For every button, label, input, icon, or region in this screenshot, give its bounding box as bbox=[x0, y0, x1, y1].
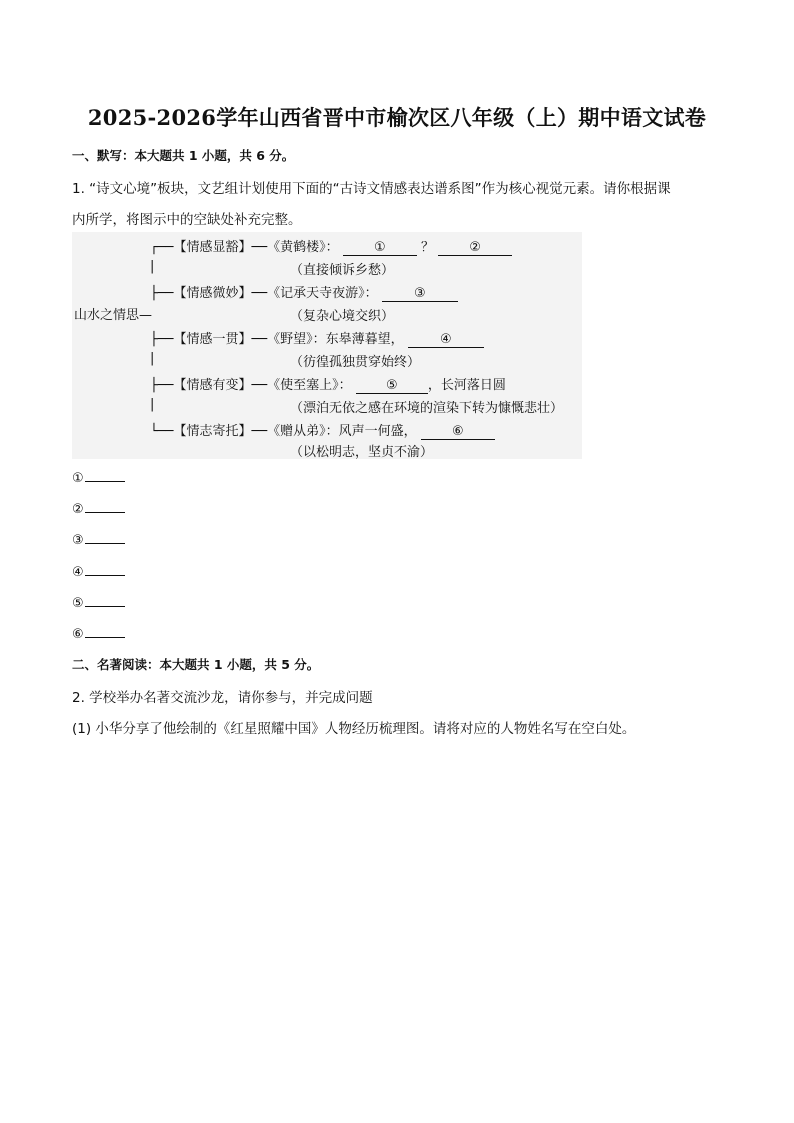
answer-line-4[interactable] bbox=[72, 563, 125, 580]
branch-text: ： bbox=[325, 240, 339, 255]
diagram-branch-3 bbox=[150, 328, 484, 348]
diagram-branch-2 bbox=[150, 282, 458, 302]
branch-text: ： bbox=[364, 286, 378, 301]
branch-note-4: （漂泊无依之感在环境的渲染下转为慷慨悲壮） bbox=[290, 401, 564, 416]
page-title: 2025-2026学年山西省晋中市榆次区八年级（上）期中语文试卷 bbox=[87, 105, 707, 130]
blank-3[interactable]: ③ bbox=[382, 286, 458, 302]
poem-title: 《黄鹤楼》 bbox=[267, 240, 326, 255]
blank-2[interactable]: ② bbox=[438, 240, 512, 256]
branch-tag: 【情感一贯】 bbox=[173, 332, 252, 347]
branch-connector: ├── bbox=[150, 332, 174, 347]
diagram-root: 山水之情思— bbox=[74, 308, 153, 323]
blank-5[interactable]: ⑤ bbox=[356, 378, 428, 394]
answer-line-1[interactable] bbox=[72, 469, 125, 486]
section1-heading: 一、默写：本大题共 1 小题，共 6 分。 bbox=[72, 148, 295, 163]
branch-text: ： bbox=[338, 378, 352, 393]
branch-tag: 【情感显豁】 bbox=[173, 240, 252, 255]
diagram-branch-1 bbox=[150, 236, 512, 256]
answer-label: ② bbox=[72, 502, 84, 517]
branch-dash: ── bbox=[251, 286, 268, 301]
diagram-connector: | bbox=[150, 259, 155, 274]
branch-connector: ├── bbox=[150, 378, 174, 393]
poem-title: 《野望》 bbox=[267, 332, 313, 347]
branch-note-2: （复杂心境交织） bbox=[290, 309, 395, 324]
branch-connector: ┌── bbox=[150, 240, 174, 255]
branch-dash: ── bbox=[251, 332, 268, 347]
answer-label: ⑤ bbox=[72, 596, 84, 611]
branch-note-3: （彷徨孤独贯穿始终） bbox=[290, 355, 421, 370]
question1-line1: 1. “诗文心境”板块，文艺组计划使用下面的“古诗文情感表达谱系图”作为核心视觉元素。请你根据课 bbox=[72, 181, 671, 197]
branch-note-1: （直接倾诉乡愁） bbox=[290, 263, 395, 278]
branch-tag: 【情志寄托】 bbox=[173, 424, 252, 439]
branch-note-5: （以松明志，坚贞不渝） bbox=[290, 445, 434, 460]
branch-text: ：东皋薄暮望， bbox=[312, 332, 404, 347]
answer-line-2[interactable] bbox=[72, 500, 125, 517]
answer-line-6[interactable] bbox=[72, 625, 125, 642]
poem-title: 《使至塞上》 bbox=[267, 378, 339, 393]
poem-title: 《记承天寺夜游》 bbox=[267, 286, 365, 301]
emotion-diagram bbox=[72, 232, 582, 459]
answer-blank[interactable] bbox=[85, 563, 125, 576]
answer-label: ⑥ bbox=[72, 627, 84, 642]
question2-sub1: (1) 小华分享了他绘制的《红星照耀中国》人物经历梳理图。请将对应的人物姓名写在空白处。 bbox=[72, 721, 636, 737]
question1-line2: 内所学，将图示中的空缺处补充完整。 bbox=[72, 212, 302, 228]
branch-text: ，长河落日圆 bbox=[427, 378, 506, 393]
diagram-branch-5 bbox=[150, 420, 495, 440]
answer-blank[interactable] bbox=[85, 625, 125, 638]
question2: 2. 学校举办名著交流沙龙，请你参与，并完成问题 bbox=[72, 690, 373, 706]
poem-title: 《赠从弟》 bbox=[267, 424, 326, 439]
branch-dash: ── bbox=[251, 424, 268, 439]
answer-line-3[interactable] bbox=[72, 531, 125, 548]
blank-4[interactable]: ④ bbox=[408, 332, 484, 348]
blank-6[interactable]: ⑥ bbox=[421, 424, 495, 440]
diagram-connector: | bbox=[150, 351, 155, 366]
answer-label: ③ bbox=[72, 533, 84, 548]
diagram-connector: | bbox=[150, 397, 155, 412]
answer-blank[interactable] bbox=[85, 469, 125, 482]
blank-1[interactable]: ① bbox=[343, 240, 417, 256]
section2-heading: 二、名著阅读：本大题共 1 小题，共 5 分。 bbox=[72, 657, 320, 672]
branch-dash: ── bbox=[251, 378, 268, 393]
branch-tag: 【情感有变】 bbox=[173, 378, 252, 393]
branch-connector: ├── bbox=[150, 286, 174, 301]
branch-text: ：风声一何盛， bbox=[325, 424, 417, 439]
branch-tag: 【情感微妙】 bbox=[173, 286, 252, 301]
answer-blank[interactable] bbox=[85, 594, 125, 607]
branch-connector: └── bbox=[150, 424, 174, 439]
answer-label: ④ bbox=[72, 565, 84, 580]
answer-blank[interactable] bbox=[85, 500, 125, 513]
answer-line-5[interactable] bbox=[72, 594, 125, 611]
diagram-branch-4 bbox=[150, 374, 506, 394]
branch-punct: ？ bbox=[416, 240, 439, 255]
answer-label: ① bbox=[72, 471, 84, 486]
branch-dash: ── bbox=[251, 240, 268, 255]
answer-blank[interactable] bbox=[85, 531, 125, 544]
